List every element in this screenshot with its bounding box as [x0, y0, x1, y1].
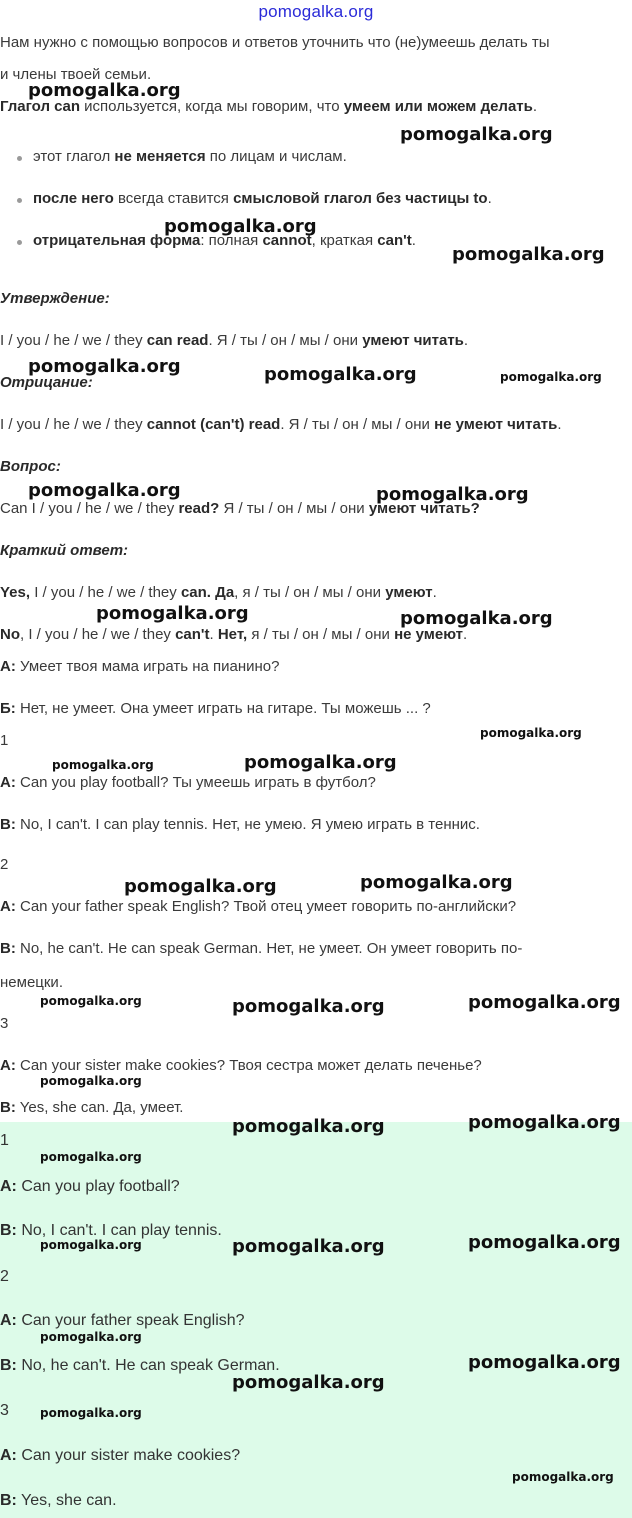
bullet-dot [17, 198, 22, 203]
watermark: pomogalka.org [512, 1470, 614, 1484]
watermark: pomogalka.org [40, 1238, 142, 1252]
watermark: pomogalka.org [232, 996, 385, 1017]
rule-text: Глагол can используется, когда мы говорим, что умеем или можем делать. [0, 98, 538, 115]
watermark: pomogalka.org [164, 216, 317, 237]
affirm-heading: Утверждение: [0, 290, 110, 307]
neg-heading: Отрицание: [0, 374, 93, 391]
watermark: pomogalka.org [244, 752, 397, 773]
item-number: 2 [0, 1268, 9, 1285]
dialog-b: B: Yes, she can. Да, умеет. [0, 1099, 184, 1116]
example-a: А: Умеет твоя мама играть на пианино? [0, 658, 280, 675]
dialog-b: B: No, I can't. I can play tennis. Нет, не умею. Я умею играть в теннис. [0, 816, 480, 833]
watermark: pomogalka.org [96, 603, 249, 624]
watermark: pomogalka.org [468, 992, 621, 1013]
watermark: pomogalka.org [480, 726, 582, 740]
dialog-a: A: Can your father speak English? Твой отец умеет говорить по-английски? [0, 898, 517, 915]
watermark: pomogalka.org [40, 1150, 142, 1164]
watermark: pomogalka.org [40, 994, 142, 1008]
item-number: 1 [0, 1132, 9, 1149]
answer-a: A: Can you play football? [0, 1178, 180, 1195]
bullet-1: этот глагол не меняется по лицам и числам. [33, 148, 347, 165]
watermark: pomogalka.org [468, 1232, 621, 1253]
answer-b: B: No, he can't. He can speak German. [0, 1357, 280, 1374]
watermark: pomogalka.org [500, 370, 602, 384]
watermark: pomogalka.org [264, 364, 417, 385]
dialog-a: A: Can you play football? Ты умеешь играть в футбол? [0, 774, 376, 791]
intro-line-2: и члены твоей семьи. [0, 66, 152, 83]
dialog-b-continued: немецки. [0, 974, 63, 991]
answer-a: A: Can your father speak English? [0, 1312, 245, 1329]
item-number: 1 [0, 732, 9, 749]
watermark: pomogalka.org [452, 244, 605, 265]
answer-b: B: No, I can't. I can play tennis. [0, 1222, 222, 1239]
item-number: 3 [0, 1015, 9, 1032]
affirm-line: I / you / he / we / they can read. Я / ты / он / мы / они умеют читать. [0, 332, 469, 349]
intro-line-1: Нам нужно с помощью вопросов и ответов уточнить что (не)умеешь делать ты [0, 34, 550, 51]
item-number: 3 [0, 1402, 9, 1419]
item-number: 2 [0, 856, 9, 873]
dialog-a: A: Can your sister make cookies? Твоя сестра может делать печенье? [0, 1057, 482, 1074]
question-line: Can I / you / he / we / they read? Я / ты / он / мы / они умеют читать? [0, 500, 480, 517]
watermark: pomogalka.org [360, 872, 513, 893]
question-heading: Вопрос: [0, 458, 61, 475]
neg-line: I / you / he / we / they cannot (can't) read. Я / ты / он / мы / они не умеют читать. [0, 416, 562, 433]
watermark: pomogalka.org [124, 876, 277, 897]
watermark: pomogalka.org [400, 124, 553, 145]
watermark: pomogalka.org [376, 484, 529, 505]
watermark: pomogalka.org [232, 1372, 385, 1393]
watermark: pomogalka.org [232, 1116, 385, 1137]
watermark: pomogalka.org [28, 80, 181, 101]
watermark: pomogalka.org [28, 480, 181, 501]
answer-a: A: Can your sister make cookies? [0, 1447, 241, 1464]
bullet-dot [17, 156, 22, 161]
site-title[interactable]: pomogalka.org [258, 2, 374, 21]
watermark: pomogalka.org [40, 1074, 142, 1088]
short-answer-yes: Yes, I / you / he / we / they can. Да, я / ты / он / мы / они умеют. [0, 584, 437, 601]
bullet-dot [17, 240, 22, 245]
watermark: pomogalka.org [40, 1330, 142, 1344]
watermark: pomogalka.org [468, 1112, 621, 1133]
watermark: pomogalka.org [52, 758, 154, 772]
bullet-2: после него всегда ставится смысловой глагол без частицы to. [33, 190, 492, 207]
watermark: pomogalka.org [40, 1406, 142, 1420]
short-answer-no: No, I / you / he / we / they can't. Нет, я / ты / он / мы / они не умеют. [0, 626, 468, 643]
bullet-3: отрицательная форма: полная cannot, краткая can't. [33, 232, 416, 249]
watermark: pomogalka.org [28, 356, 181, 377]
example-b: Б: Нет, не умеет. Она умеет играть на гитаре. Ты можешь ... ? [0, 700, 431, 717]
answer-b: B: Yes, she can. [0, 1492, 117, 1509]
dialog-b: B: No, he can't. He can speak German. Нет, не умеет. Он умеет говорить по- [0, 940, 523, 957]
watermark: pomogalka.org [232, 1236, 385, 1257]
watermark: pomogalka.org [468, 1352, 621, 1373]
watermark: pomogalka.org [400, 608, 553, 629]
short-answer-heading: Краткий ответ: [0, 542, 129, 559]
